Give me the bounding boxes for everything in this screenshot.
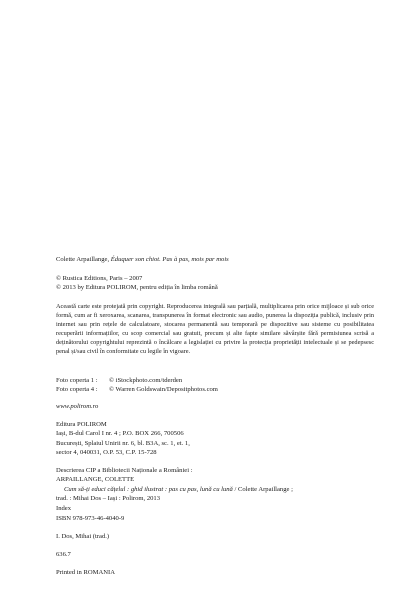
classification-code: 636.7 <box>56 551 71 558</box>
printed-in-block <box>56 568 374 577</box>
publisher-address-iasi: Iași, B-dul Carol I nr. 4 ; P.O. BOX 266, 700506 <box>56 430 184 438</box>
isbn-block <box>56 514 374 523</box>
legal-notice-text: Această carte este protejată prin copyright. Reproducerea integrală sau parțială, multiplicarea prin orice mijloace și sub orice formă, cum ar fi xeroxarea, scanarea, transpunerea în format electronic sau audio, punerea la dispoziția publică, inclusiv prin internet sau prin rețele de calculatoare, stocarea permanentă sau temporară pe dispozitive sau sisteme cu posibilitatea recuperării informațiilor, cu scop comercial sau gratuit, precum și alte fapte similare săvârșite fără permisiunea scrisă a deținătorului copyrightului reprezintă o încălcare a legislației cu privire la protecția proprietății intelectuale și se pedepsesc penal și/sau civil în conformitate cu legile în vigoare. <box>56 303 374 355</box>
original-title-line <box>56 255 374 264</box>
cip-author: ARPAILLANGE, COLETTE <box>56 476 135 484</box>
printed-in: Printed in ROMANIA <box>56 569 115 576</box>
copyright-line-rustica: © Rustica Editions, Paris – 2007 <box>56 275 143 282</box>
cover-credit-value: © iStockphoto.com/tderden <box>109 377 183 384</box>
legal-notice <box>56 302 374 356</box>
publisher-address-sector: sector 4, 040031, O.P. 53, C.P. 15-728 <box>56 449 157 457</box>
cip-index: Index <box>56 504 72 512</box>
publisher-address-bucuresti: București, Splaiul Unirii nr. 6, bl. B3A, sc. 1, et. 1, <box>56 439 190 447</box>
cover-credit-back <box>56 385 374 394</box>
copyright-block <box>56 274 374 293</box>
website-link[interactable]: www.polirom.ro <box>56 403 99 410</box>
publisher-name: Editura POLIROM <box>56 421 107 428</box>
cover-credit-value: © Warren Goldswain/Depositphotos.com <box>109 386 218 394</box>
cip-block <box>56 466 374 513</box>
cover-credit-front <box>56 376 374 385</box>
translator-entry: I. Dos, Mihai (trad.) <box>56 533 110 540</box>
copyright-line-polirom: © 2013 by Editura POLIROM, pentru ediția în limba română <box>56 284 218 292</box>
cover-credit-label: Foto coperta 1 : <box>56 377 98 384</box>
cover-credits <box>56 376 374 395</box>
author-name: Colette Arpaillange, <box>56 256 110 263</box>
classification-block <box>56 550 374 559</box>
cip-title <box>56 485 374 494</box>
website-block <box>56 402 374 411</box>
cover-credit-label: Foto coperta 4 : <box>56 386 98 394</box>
isbn: ISBN 978-973-46-4040-9 <box>56 515 125 522</box>
cip-title-rest: / Colette Arpaillange ; <box>232 485 293 493</box>
translator-entry-block <box>56 532 374 541</box>
cip-translator-line: trad. : Mihai Dos – Iași : Polirom, 2013 <box>56 495 161 503</box>
original-title: Éduquer son chiot. Pas à pas, mois par mois <box>110 256 229 263</box>
publisher-block <box>56 420 374 458</box>
cip-heading: Descrierea CIP a Bibliotecii Naționale a României : <box>56 467 193 474</box>
cip-title-italic: Cum să-ți educi cățelul : ghid ilustrat : pas cu pas, lună cu lună <box>64 485 233 493</box>
